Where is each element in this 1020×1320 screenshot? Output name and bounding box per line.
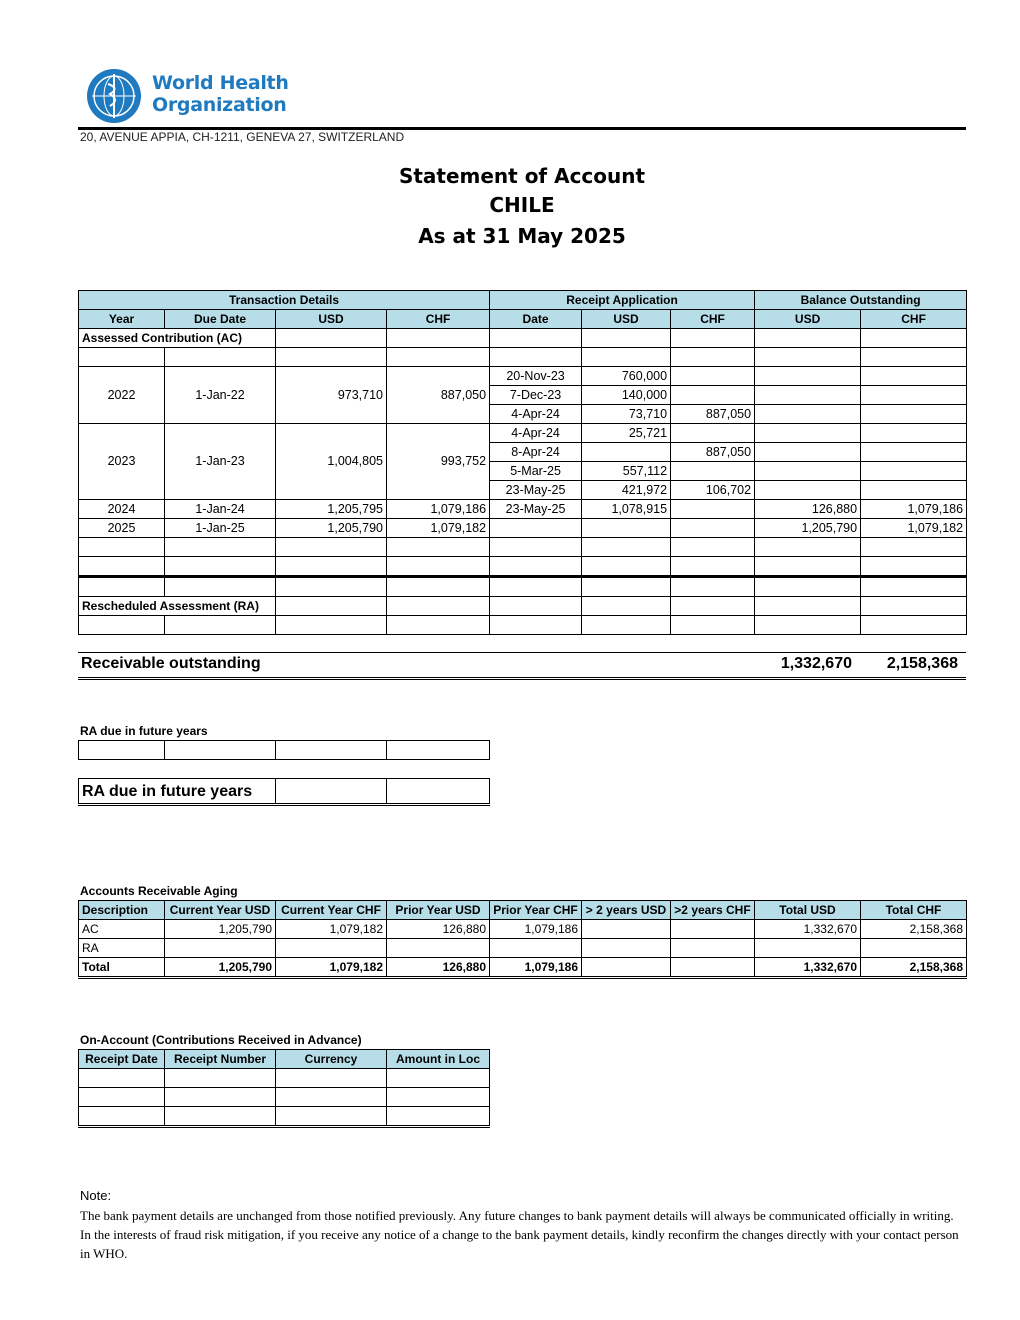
balance-chf-cell: 1,079,182 [861,519,967,538]
aging-total-cell: 126,880 [387,958,490,978]
aging-col-current-usd: Current Year USD [165,901,276,920]
aging-cell: 1,205,790 [165,920,276,939]
section-ra-label: Rescheduled Assessment (RA) [79,597,276,616]
aging-col-2y-usd: > 2 years USD [582,901,671,920]
balance-outstanding-header: Balance Outstanding [755,291,967,310]
section-ac-label: Assessed Contribution (AC) [79,329,276,348]
receipt-usd-cell: 1,078,915 [582,500,671,519]
on-account-col-receipt-date: Receipt Date [79,1050,165,1069]
receipt-usd-cell: 421,972 [582,481,671,500]
aging-cell [861,939,967,958]
table-row [79,500,967,519]
receipt-application-header: Receipt Application [490,291,755,310]
table-row [79,424,967,443]
org-name-line2: Organization [152,94,287,116]
aging-total-cell [582,958,671,978]
year-cell: 2023 [79,424,165,500]
table-row [79,519,967,538]
receipt-usd-cell: 140,000 [582,386,671,405]
col-balance-chf: CHF [861,310,967,329]
balance-usd-cell: 1,205,790 [755,519,861,538]
statement-date: As at 31 May 2025 [418,224,626,248]
table-row [79,597,967,616]
receipt-date-cell: 4-Apr-24 [490,424,582,443]
aging-col-description: Description [79,901,165,920]
receipt-chf-cell [671,500,755,519]
table-row [79,920,967,939]
aging-col-total-chf: Total CHF [861,901,967,920]
table-row [79,1069,490,1088]
table-row [79,367,967,386]
table-row [79,577,967,597]
ra-future-total-table [78,778,490,806]
col-due-date: Due Date [165,310,276,329]
column-header-row [79,310,967,329]
aging-col-2y-chf: >2 years CHF [671,901,755,920]
receipt-chf-cell [671,386,755,405]
receivable-outstanding-row [78,652,966,680]
aging-cell: RA [79,939,165,958]
receipt-chf-cell: 887,050 [671,443,755,462]
due-date-cell: 1-Jan-22 [165,367,276,424]
aging-title: Accounts Receivable Aging [80,884,238,898]
due-date-cell: 1-Jan-23 [165,424,276,500]
balance-usd-cell: 126,880 [755,500,861,519]
table-row [79,939,967,958]
receivable-outstanding-usd: 1,332,670 [780,655,852,672]
who-emblem-icon [78,66,148,126]
address: 20, AVENUE APPIA, CH-1211, GENEVA 27, SWITZERLAND [80,130,405,144]
aging-cell [582,920,671,939]
balance-chf-cell: 1,079,186 [861,500,967,519]
table-row [79,1088,490,1107]
table-row [79,1107,490,1127]
col-year: Year [79,310,165,329]
aging-total-cell: 1,332,670 [755,958,861,978]
aging-cell [276,939,387,958]
table-row [79,329,967,348]
ra-future-label: RA due in future years [80,724,208,738]
col-receipt-date: Date [490,310,582,329]
table-row [79,741,490,760]
col-chf: CHF [387,310,490,329]
on-account-col-amount: Amount in Loc [387,1050,490,1069]
table-row [79,779,490,805]
year-cell: 2025 [79,519,165,538]
ra-future-total-label: RA due in future years [79,779,276,805]
aging-table [78,900,967,979]
aging-cell: 126,880 [387,920,490,939]
receipt-usd-cell: 25,721 [582,424,671,443]
receipt-usd-cell: 557,112 [582,462,671,481]
aging-cell: 2,158,368 [861,920,967,939]
due-date-cell: 1-Jan-24 [165,500,276,519]
receipt-date-cell: 23-May-25 [490,500,582,519]
table-row [79,538,967,557]
aging-cell: 1,079,186 [490,920,582,939]
org-name-line1: World Health [152,72,289,94]
receipt-date-cell: 4-Apr-24 [490,405,582,424]
aging-cell [165,939,276,958]
note-label: Note: [80,1188,112,1203]
col-usd: USD [276,310,387,329]
statement-table [78,290,967,635]
receipt-chf-cell [671,367,755,386]
aging-total-cell: 1,079,182 [276,958,387,978]
aging-cell: 1,332,670 [755,920,861,939]
aging-col-total-usd: Total USD [755,901,861,920]
on-account-col-currency: Currency [276,1050,387,1069]
due-date-cell: 1-Jan-25 [165,519,276,538]
aging-total-cell [671,958,755,978]
aging-header-row [79,901,967,920]
aging-cell [582,939,671,958]
table-row [79,616,967,635]
aging-col-prior-usd: Prior Year USD [387,901,490,920]
chf-cell: 993,752 [387,424,490,500]
aging-total-cell: 1,079,186 [490,958,582,978]
receipt-date-cell: 23-May-25 [490,481,582,500]
receipt-chf-cell: 106,702 [671,481,755,500]
aging-col-current-chf: Current Year CHF [276,901,387,920]
org-name [152,72,289,116]
receipt-date-cell: 8-Apr-24 [490,443,582,462]
aging-total-cell: Total [79,958,165,978]
receipt-usd-cell: 73,710 [582,405,671,424]
usd-cell: 1,205,790 [276,519,387,538]
on-account-col-receipt-number: Receipt Number [165,1050,276,1069]
aging-cell [387,939,490,958]
receipt-date-cell: 20-Nov-23 [490,367,582,386]
aging-cell [490,939,582,958]
statement-title: Statement of Account [398,164,646,188]
chf-cell: 887,050 [387,367,490,424]
year-cell: 2022 [79,367,165,424]
usd-cell: 1,205,795 [276,500,387,519]
chf-cell: 1,079,186 [387,500,490,519]
receivable-outstanding-chf: 2,158,368 [886,655,958,672]
receipt-chf-cell [671,462,755,481]
note-text: The bank payment details are unchanged from those notified previously. Any future changes to bank payment details will always be communicated officially in writing. In the interests of fraud risk mitigation, if you receive any notice of a change to the bank payment details, kindly reconfirm the changes directly with your contact person in WHO. [80,1208,959,1261]
aging-cell [755,939,861,958]
on-account-table [78,1049,490,1128]
ra-future-table [78,740,490,760]
col-balance-usd: USD [755,310,861,329]
usd-cell: 1,004,805 [276,424,387,500]
country-name: CHILE [489,193,555,217]
receipt-chf-cell [671,424,755,443]
aging-cell: AC [79,920,165,939]
group-header-row [79,291,967,310]
aging-cell: 1,079,182 [276,920,387,939]
usd-cell: 973,710 [276,367,387,424]
receivable-outstanding-label: Receivable outstanding [81,655,261,672]
aging-total-row [79,958,967,978]
year-cell: 2024 [79,500,165,519]
chf-cell: 1,079,182 [387,519,490,538]
receipt-date-cell: 7-Dec-23 [490,386,582,405]
on-account-title: On-Account (Contributions Received in Advance) [80,1033,362,1047]
receipt-chf-cell: 887,050 [671,405,755,424]
aging-col-prior-chf: Prior Year CHF [490,901,582,920]
aging-cell [671,920,755,939]
aging-cell [671,939,755,958]
receipt-usd-cell: 760,000 [582,367,671,386]
aging-total-cell: 2,158,368 [861,958,967,978]
on-account-header-row [79,1050,490,1069]
table-row [79,557,967,577]
receipt-date-cell: 5-Mar-25 [490,462,582,481]
receipt-usd-cell [582,443,671,462]
aging-total-cell: 1,205,790 [165,958,276,978]
transaction-details-header: Transaction Details [79,291,490,310]
col-receipt-chf: CHF [671,310,755,329]
col-receipt-usd: USD [582,310,671,329]
table-row [79,348,967,367]
